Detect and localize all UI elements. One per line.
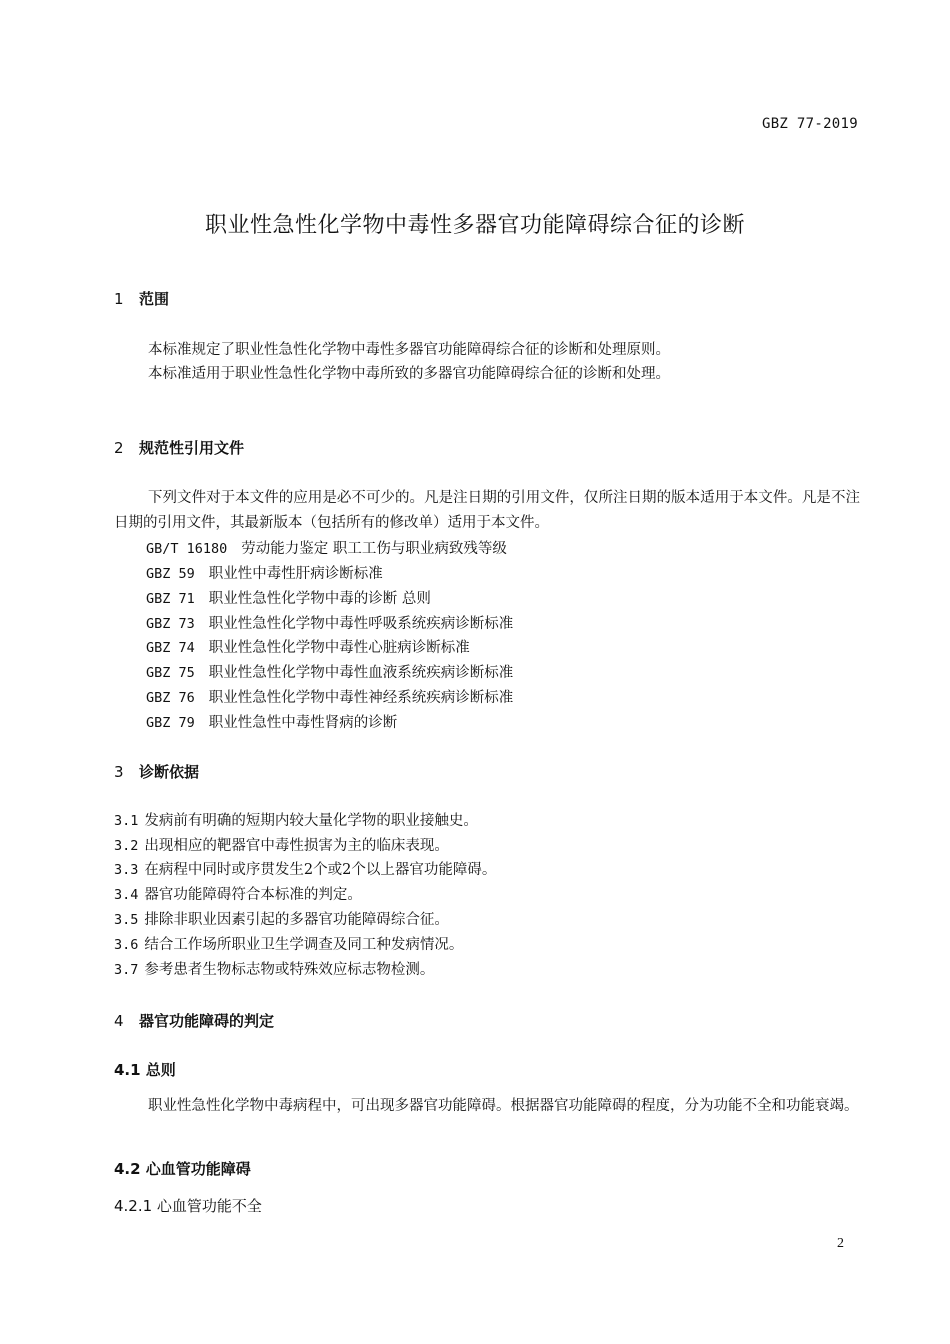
criterion-code: 3.4 <box>114 887 139 903</box>
reference-title: 职业性急性化学物中毒性神经系统疾病诊断标准 <box>208 690 514 706</box>
section-title: 器官功能障碍的判定 <box>139 1012 275 1030</box>
reference-item <box>146 638 470 658</box>
reference-code: GBZ 75 <box>146 665 195 681</box>
reference-title: 职业性急性化学物中毒性血液系统疾病诊断标准 <box>208 665 514 681</box>
criterion-item <box>114 860 496 880</box>
criterion-code: 3.6 <box>114 937 139 953</box>
criterion-text: 结合工作场所职业卫生学调查及同工种发病情况。 <box>144 937 464 953</box>
reference-item <box>146 589 431 609</box>
section-number: 4 <box>114 1012 124 1030</box>
reference-item <box>146 713 397 733</box>
criterion-item <box>114 910 449 930</box>
reference-code: GBZ 76 <box>146 690 195 706</box>
section-title: 诊断依据 <box>139 763 200 781</box>
reference-item <box>146 539 507 559</box>
scope-line-2: 本标准适用于职业性急性化学物中毒所致的多器官功能障碍综合征的诊断和处理。 <box>148 366 670 382</box>
section-number: 2 <box>114 439 124 457</box>
reference-code: GBZ 71 <box>146 591 195 607</box>
reference-item <box>146 688 513 708</box>
reference-title: 职业性急性化学物中毒性心脏病诊断标准 <box>208 640 470 656</box>
reference-title: 职业性急性化学物中毒性呼吸系统疾病诊断标准 <box>208 616 514 632</box>
criterion-text: 在病程中同时或序贯发生2个或2个以上器官功能障碍。 <box>144 862 497 878</box>
criterion-code: 3.1 <box>114 813 139 829</box>
reference-item <box>146 614 513 634</box>
section-1-heading <box>114 289 169 309</box>
criterion-item <box>114 885 362 905</box>
subsection-4-2-heading: 4.2 心血管功能障碍 <box>114 1160 251 1178</box>
page-number: 2 <box>837 1236 844 1251</box>
criterion-text: 参考患者生物标志物或特殊效应标志物检测。 <box>144 962 435 978</box>
criterion-item <box>114 935 463 955</box>
criterion-item <box>114 836 449 856</box>
section-3-heading <box>114 762 199 782</box>
reference-code: GBZ 79 <box>146 715 195 731</box>
reference-code: GBZ 73 <box>146 616 195 632</box>
criterion-code: 3.7 <box>114 962 139 978</box>
section-4-heading <box>114 1011 274 1031</box>
section-number: 1 <box>114 290 124 308</box>
criterion-code: 3.3 <box>114 862 139 878</box>
references-intro-paragraph: 下列文件对于本文件的应用是必不可少的。凡是注日期的引用文件，仅所注日期的版本适用于本文件。凡是不注日期的引用文件，其最新版本（包括所有的修改单）适用于本文件。 <box>114 490 860 531</box>
criterion-text: 发病前有明确的短期内较大量化学物的职业接触史。 <box>144 813 478 829</box>
section-title: 范围 <box>139 290 170 308</box>
reference-title: 劳动能力鉴定 职工工伤与职业病致残等级 <box>241 541 507 557</box>
reference-item <box>146 663 513 683</box>
document-title: 职业性急性化学物中毒性多器官功能障碍综合征的诊断 <box>204 213 745 238</box>
criterion-code: 3.2 <box>114 838 139 854</box>
criterion-code: 3.5 <box>114 912 139 928</box>
criterion-text: 排除非职业因素引起的多器官功能障碍综合征。 <box>144 912 449 928</box>
criterion-item <box>114 811 478 831</box>
standard-code: GBZ 77-2019 <box>761 116 858 132</box>
subsection-4-2-1-heading: 4.2.1 心血管功能不全 <box>114 1197 262 1215</box>
reference-title: 职业性中毒性肝病诊断标准 <box>208 566 383 582</box>
section-number: 3 <box>114 763 124 781</box>
section-2-heading <box>114 438 244 458</box>
general-principle-paragraph: 职业性急性化学物中毒病程中，可出现多器官功能障碍。根据器官功能障碍的程度，分为功能不全和功能衰竭。 <box>148 1098 859 1114</box>
criterion-item <box>114 960 434 980</box>
reference-code: GB/T 16180 <box>146 541 228 557</box>
scope-line-1: 本标准规定了职业性急性化学物中毒性多器官功能障碍综合征的诊断和处理原则。 <box>148 342 670 358</box>
reference-code: GBZ 74 <box>146 640 195 656</box>
criterion-text: 器官功能障碍符合本标准的判定。 <box>144 887 362 903</box>
reference-code: GBZ 59 <box>146 566 195 582</box>
reference-title: 职业性急性化学物中毒的诊断 总则 <box>208 591 431 607</box>
subsection-4-1-heading: 4.1 总则 <box>114 1061 176 1079</box>
reference-title: 职业性急性中毒性肾病的诊断 <box>208 715 398 731</box>
reference-item <box>146 564 383 584</box>
criterion-text: 出现相应的靶器官中毒性损害为主的临床表现。 <box>144 838 449 854</box>
section-title: 规范性引用文件 <box>139 439 245 457</box>
